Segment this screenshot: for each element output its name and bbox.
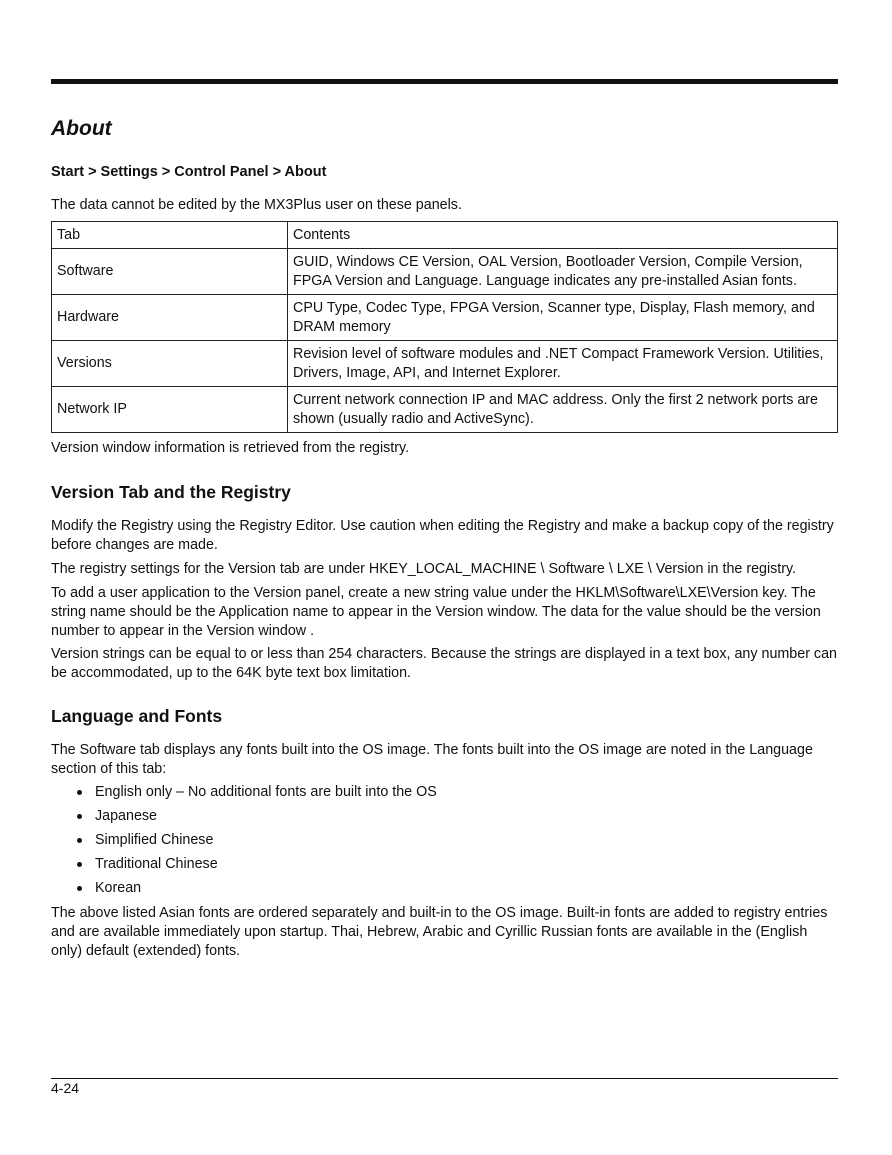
table-cell-tab: Network IP [52,387,288,433]
top-rule [51,79,838,84]
list-item-label: Traditional Chinese [95,856,218,872]
list-item-label: Japanese [95,808,158,824]
table-cell-tab: Software [52,249,288,295]
version-paragraph: To add a user application to the Version panel, create a new string value under the HKLM\Software\LXE\Version key. The string name should be the Application name to appear in the Version window. The data for the value should be the version number to appear in the Version window . [51,585,821,639]
table-row [52,295,838,341]
list-item [51,806,437,830]
version-paragraph: Modify the Registry using the Registry Editor. Use caution when editing the Registry and make a backup copy of the registry before changes are made. [51,518,834,553]
list-item [51,830,437,854]
bullet-dot-icon [77,814,82,819]
version-paragraph: The registry settings for the Version tab are under HKEY_LOCAL_MACHINE \ Software \ LXE \ Version in the registry. [51,561,797,577]
table-cell-tab: Hardware [52,295,288,341]
intro-paragraph: The data cannot be edited by the MX3Plus user on these panels. [51,197,462,213]
table-header-cell: Tab [52,222,288,249]
bullet-dot-icon [77,862,82,867]
table-row [52,249,838,295]
list-item [51,854,437,878]
table-header-cell: Contents [288,222,838,249]
language-closing-paragraph: The above listed Asian fonts are ordered separately and built-in to the OS image. Built-in fonts are added to registry entries and are available immediately upon startup. Thai, Hebrew, Arabic and Cyrillic Russian fonts are available in the (English only) default (extended) fonts. [51,905,828,959]
bullet-dot-icon [77,790,82,795]
table-cell-contents: GUID, Windows CE Version, OAL Version, Bootloader Version, Compile Version, FPGA Version and Language. Language indicates any pre-installed Asian fonts. [288,249,838,295]
list-item [51,878,437,902]
language-intro-paragraph: The Software tab displays any fonts built into the OS image. The fonts built into the OS image are noted in the Language section of this tab: [51,742,813,777]
version-paragraph: Version strings can be equal to or less than 254 characters. Because the strings are displayed in a text box, any number can be accommodated, up to the 64K byte text box limitation. [51,646,837,681]
table-cell-contents: CPU Type, Codec Type, FPGA Version, Scanner type, Display, Flash memory, and DRAM memory [288,295,838,341]
page-number: 4-24 [51,1080,80,1096]
bullet-dot-icon [77,886,82,891]
list-item-label: Simplified Chinese [95,832,214,848]
breadcrumb: Start > Settings > Control Panel > About [51,164,327,180]
about-tabs-table [51,221,838,433]
table-row [52,387,838,433]
table-cell-contents: Revision level of software modules and .NET Compact Framework Version. Utilities, Drivers, Image, API, and Internet Explorer. [288,341,838,387]
list-item-label: Korean [95,880,142,896]
version-section-heading: Version Tab and the Registry [51,482,291,502]
section-title: About [51,117,112,140]
font-language-list [51,782,437,902]
table-cell-tab: Versions [52,341,288,387]
table-cell-contents: Current network connection IP and MAC address. Only the first 2 network ports are shown (usually radio and ActiveSync). [288,387,838,433]
list-item [51,782,437,806]
after-table-paragraph: Version window information is retrieved from the registry. [51,440,410,456]
list-item-label: English only – No additional fonts are built into the OS [95,784,437,800]
bullet-dot-icon [77,838,82,843]
language-section-heading: Language and Fonts [51,706,223,726]
table-header-row [52,222,838,249]
bottom-rule [51,1078,838,1079]
table-row [52,341,838,387]
